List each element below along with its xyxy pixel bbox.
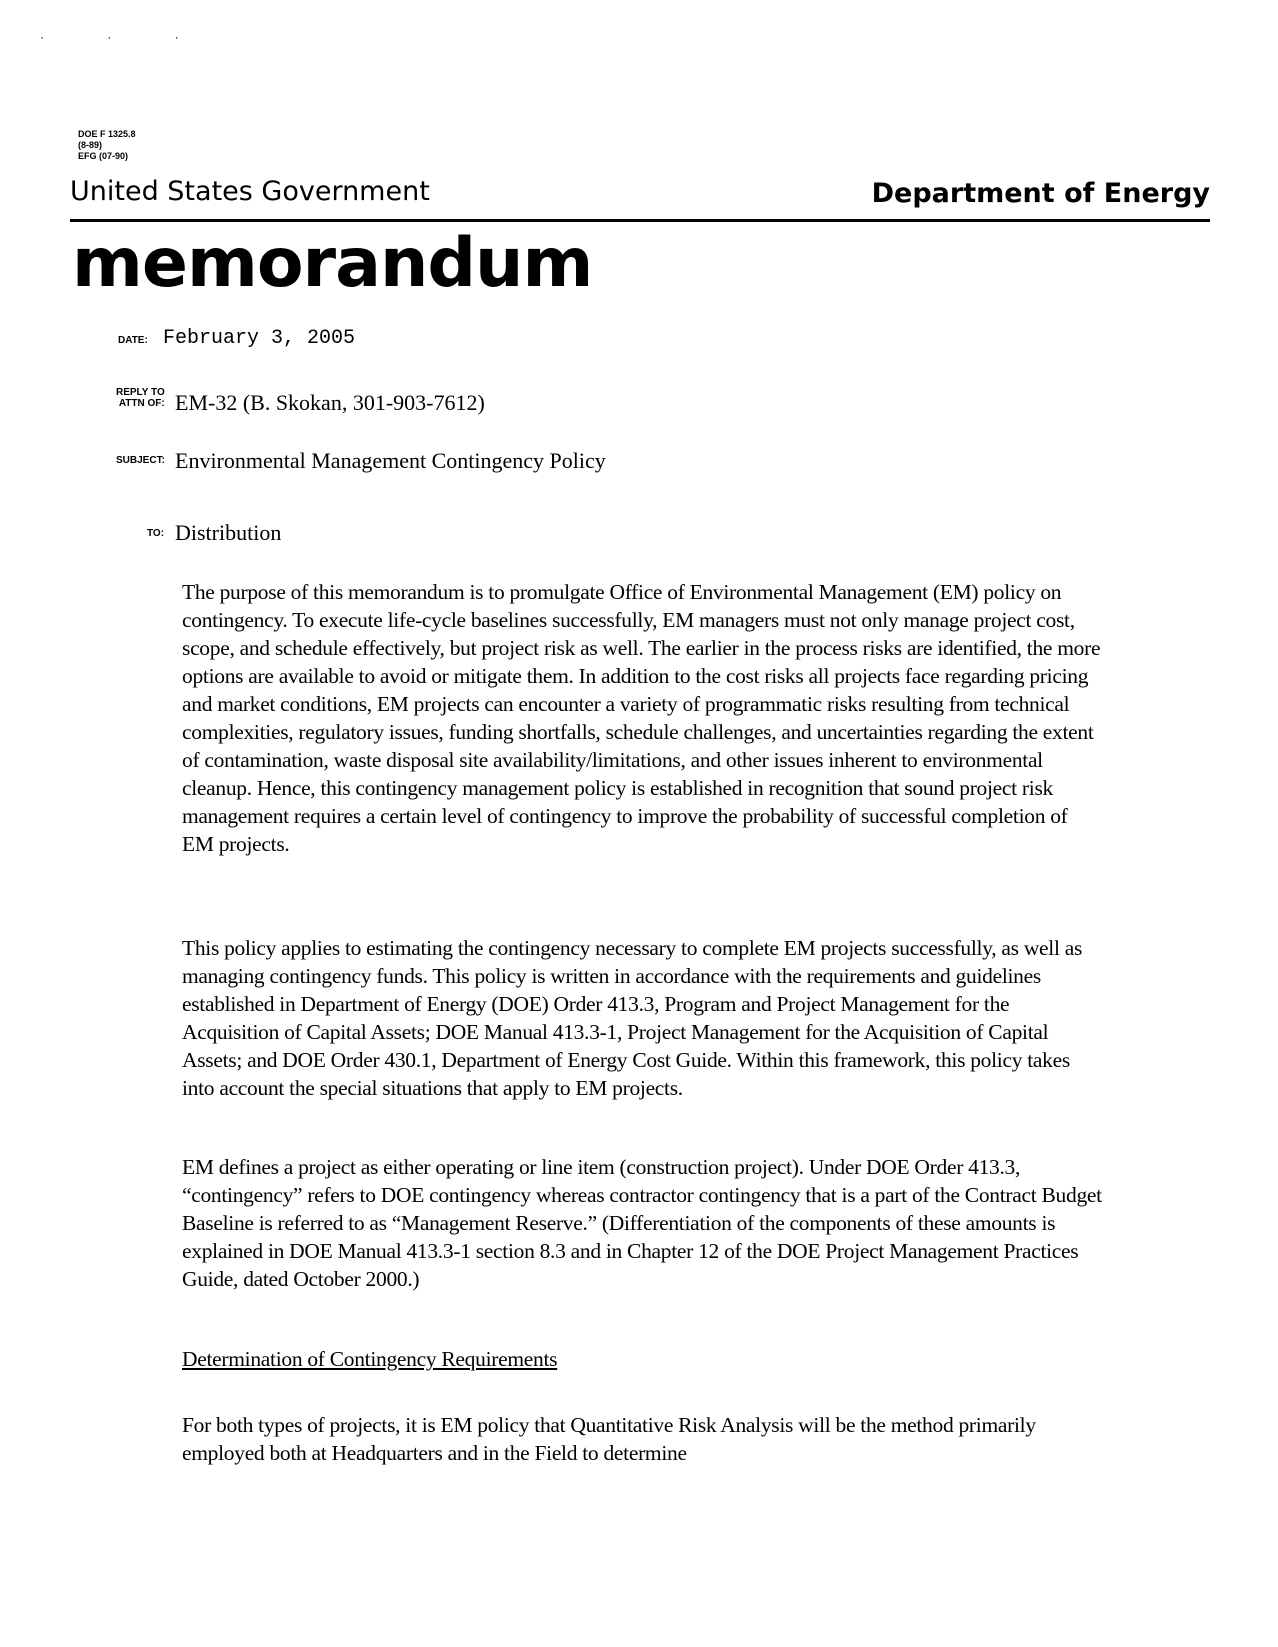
date-value: February 3, 2005	[163, 327, 356, 350]
section-heading: Determination of Contingency Requirements	[182, 1347, 558, 1371]
form-efg: EFG (07-90)	[78, 151, 129, 161]
reply-to-label-line2: ATTN OF:	[118, 398, 165, 409]
body-paragraph-4: For both types of projects, it is EM policy that Quantitative Risk Analysis will be the method primarily employed both at Headquarters and in the Field to determine	[182, 1413, 1036, 1465]
page-title: memorandum	[72, 224, 593, 303]
reply-to-value: EM-32 (B. Skokan, 301-903-7612)	[175, 390, 485, 415]
subject-label: SUBJECT:	[116, 455, 165, 466]
date-label: DATE:	[118, 335, 148, 346]
letterhead-right: Department of Energy	[871, 178, 1210, 209]
reply-to-label	[116, 387, 165, 409]
letterhead-left: United States Government	[70, 176, 430, 207]
body-paragraph-1: The purpose of this memorandum is to promulgate Office of Environmental Management (EM) policy on contingency. To execute life-cycle baselines successfully, EM managers must not only manage project cost, scope, and schedule effectively, but project risk as well. The earlier in the process risks are identified, the more options are available to avoid or mitigate them. In addition to the cost risks all projects face regarding pricing and market conditions, EM projects can encounter a variety of programmatic risks resulting from technical complexities, regulatory issues, funding shortfalls, schedule challenges, and uncertainties regarding the extent of contamination, waste disposal site availability/limitations, and other issues inherent to environmental cleanup. Hence, this contingency management policy is established in recognition that sound project risk management requires a certain level of contingency to improve the probability of successful completion of EM projects.	[182, 580, 1101, 856]
subject-value: Environmental Management Contingency Policy	[175, 448, 606, 473]
form-date: (8-89)	[78, 140, 103, 150]
to-value: Distribution	[175, 520, 282, 545]
letterhead	[70, 176, 1210, 216]
body-paragraph-3: EM defines a project as either operating or line item (construction project). Under DOE Order 413.3, “contingency” refers to DOE contingency whereas contractor contingency that is a part of the Contract Budget Baseline is referred to as “Management Reserve.” (Differentiation of the components of these amounts is explained in DOE Manual 413.3-1 section 8.3 and in Chapter 12 of the DOE Project Management Practices Guide, dated October 2000.)	[182, 1155, 1102, 1291]
header-divider	[70, 219, 1210, 222]
reply-to-label-line1: REPLY TO	[116, 387, 165, 398]
scan-noise: · · ·	[40, 30, 209, 44]
to-label: TO:	[147, 528, 165, 539]
form-number: DOE F 1325.8	[78, 129, 136, 139]
body-paragraph-2: This policy applies to estimating the contingency necessary to complete EM projects successfully, as well as managing contingency funds. This policy is written in accordance with the requirements and guidelines established in Department of Energy (DOE) Order 413.3, Program and Project Management for the Acquisition of Capital Assets; DOE Manual 413.3-1, Project Management for the Acquisition of Capital Assets; and DOE Order 430.1, Department of Energy Cost Guide. Within this framework, this policy takes into account the special situations that apply to EM projects.	[182, 936, 1083, 1100]
form-identifier	[78, 129, 136, 162]
